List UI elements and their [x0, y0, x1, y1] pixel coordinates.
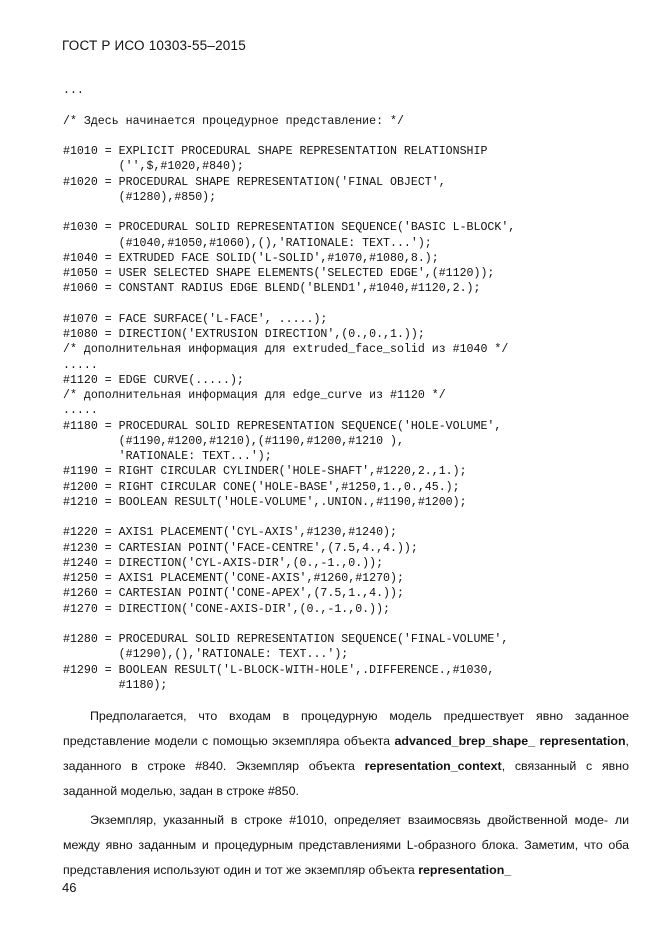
code-line: (#1290),(),'RATIONALE: TEXT...');	[63, 648, 349, 662]
entity-name-advanced-brep: advanced_brep_shape_ representation	[394, 734, 626, 748]
code-line: #1210 = BOOLEAN RESULT('HOLE-VOLUME',.UNION.,#1190,#1200);	[63, 495, 467, 509]
code-line: .....	[63, 358, 98, 372]
paragraph-1-text-2: , заданного в строке #840. Экземпляр объекта	[63, 734, 629, 773]
code-line: #1070 = FACE SURFACE('L-FACE', .....);	[63, 312, 328, 326]
code-line: #1060 = CONSTANT RADIUS EDGE BLEND('BLEND1',#1040,#1120,2.);	[63, 282, 481, 296]
code-line: #1040 = EXTRUDED FACE SOLID('L-SOLID',#1070,#1080,8.);	[63, 251, 439, 265]
code-line: #1010 = EXPLICIT PROCEDURAL SHAPE REPRESENTATION RELATIONSHIP	[63, 145, 488, 158]
paragraph-2	[63, 808, 629, 883]
code-line: /* Здесь начинается процедурное представление: */	[63, 114, 404, 128]
code-line: #1080 = DIRECTION('EXTRUSION DIRECTION',(0.,0.,1.));	[63, 328, 425, 341]
code-listing	[63, 83, 515, 693]
code-line: #1120 = EDGE CURVE(.....);	[63, 373, 244, 387]
code-line: #1050 = USER SELECTED SHAPE ELEMENTS('SELECTED EDGE',(#1120));	[63, 267, 495, 280]
code-line: #1020 = PROCEDURAL SHAPE REPRESENTATION('FINAL OBJECT',	[63, 175, 446, 189]
code-line	[63, 297, 515, 312]
code-line: #1180 = PROCEDURAL SOLID REPRESENTATION SEQUENCE('HOLE-VOLUME',	[63, 419, 502, 433]
code-line: 'RATIONALE: TEXT...');	[63, 450, 272, 463]
code-line: #1200 = RIGHT CIRCULAR CONE('HOLE-BASE',#1250,1.,0.,45.);	[63, 480, 460, 494]
code-line: ('',$,#1020,#840);	[63, 160, 244, 174]
paragraph-2-text-1: Экземпляр, указанный в строке #1010, определяет взаимосвязь двойственной моде- ли между явно заданным и процедурным представлениями L-образного блока. Заметим, что оба представления используют один и тот же экземпляр объекта	[63, 813, 629, 877]
code-line: /* дополнительная информация для extruded_face_solid из #1040 */	[63, 343, 509, 357]
entity-name-representation-context: representation_context	[364, 759, 502, 773]
code-line: (#1190,#1200,#1210),(#1190,#1200,#1210 ),	[63, 434, 404, 448]
code-line: #1190 = RIGHT CIRCULAR CYLINDER('HOLE-SHAFT',#1220,2.,1.);	[63, 465, 467, 479]
code-line	[63, 129, 515, 144]
code-line: #1280 = PROCEDURAL SOLID REPRESENTATION SEQUENCE('FINAL-VOLUME',	[63, 633, 509, 646]
code-line: ...	[63, 84, 84, 97]
code-line: #1180);	[63, 678, 168, 692]
code-line: #1290 = BOOLEAN RESULT('L-BLOCK-WITH-HOLE',.DIFFERENCE.,#1030,	[63, 663, 495, 677]
body-text	[63, 704, 629, 887]
code-line	[63, 205, 515, 220]
page-number: 46	[62, 880, 77, 895]
code-line: #1270 = DIRECTION('CONE-AXIS-DIR',(0.,-1.,0.));	[63, 602, 390, 616]
paragraph-1-text-3: , связанный с явно заданной моделью, задан в строке #850.	[63, 759, 629, 798]
code-line: .....	[63, 404, 98, 418]
code-line: #1250 = AXIS1 PLACEMENT('CONE-AXIS',#1260,#1270);	[63, 572, 404, 585]
code-line: #1030 = PROCEDURAL SOLID REPRESENTATION SEQUENCE('BASIC L-BLOCK',	[63, 221, 516, 235]
paragraph-1	[63, 704, 629, 804]
entity-name-representation: representation_	[418, 863, 512, 877]
code-line: #1220 = AXIS1 PLACEMENT('CYL-AXIS',#1230,#1240);	[63, 526, 397, 540]
document-header: ГОСТ Р ИСО 10303-55–2015	[62, 38, 246, 53]
code-line	[63, 98, 515, 113]
code-line: #1260 = CARTESIAN POINT('CONE-APEX',(7.5,1.,4.));	[63, 587, 404, 601]
code-line: /* дополнительная информация для edge_curve из #1120 */	[63, 389, 446, 402]
code-line	[63, 617, 515, 632]
code-line: (#1280),#850);	[63, 190, 217, 204]
code-line: #1240 = DIRECTION('CYL-AXIS-DIR',(0.,-1.,0.));	[63, 556, 384, 570]
paragraph-1-text-1: Предполагается, что входам в процедурную модель предшествует явно заданное представление модели с помощью экземпляра объекта	[63, 709, 629, 748]
code-line: (#1040,#1050,#1060),(),'RATIONALE: TEXT...');	[63, 236, 432, 250]
code-line	[63, 510, 515, 525]
code-line: #1230 = CARTESIAN POINT('FACE-CENTRE',(7.5,4.,4.));	[63, 541, 418, 555]
